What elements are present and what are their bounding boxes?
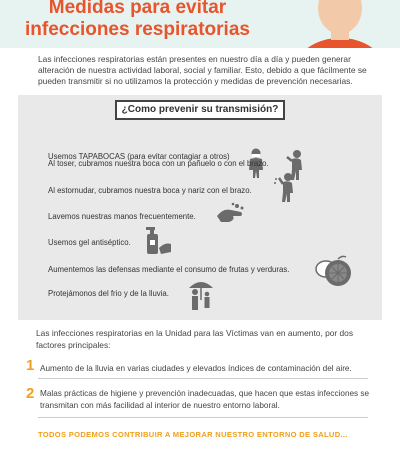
tip-fruits: Aumentemos las defensas mediante el consumo de frutas y verduras. bbox=[48, 265, 290, 274]
intro-paragraph: Las infecciones respiratorias están presentes en nuestro día a día y pueden generar alteración de nuestra actividad laboral, social y familiar. Esto, debido a que fácilmente se pueden transmitir si no utilizamos la protección y medidas de prevención necesarias. bbox=[38, 54, 367, 86]
page-title-line-2: infecciones respiratorias bbox=[25, 19, 250, 40]
footer-slogan: TODOS PODEMOS CONTRIBUIR A MEJORAR NUESTRO ENTORNO DE SALUD... bbox=[38, 430, 348, 439]
factor-2-text: Malas prácticas de higiene y prevención inadecuadas, que hacen que estas infecciones se transmitan con más facilidad al interior de nuestro entorno laboral. bbox=[40, 389, 370, 410]
factor-divider bbox=[38, 417, 368, 418]
handwashing-icon bbox=[215, 202, 245, 226]
fruits-icon bbox=[314, 251, 354, 289]
tip-cold-rain: Protejámonos del frio y de la lluvia. bbox=[48, 289, 169, 298]
umbrella-person-icon bbox=[185, 276, 217, 310]
sneezing-person-icon bbox=[273, 172, 299, 202]
factor-divider bbox=[38, 378, 368, 379]
tip-cough: Al toser, cubramos nuestra boca con un pañuelo o con el brazo. bbox=[48, 159, 269, 168]
tip-sneeze: Al estornudar, cubramos nuestra boca y nariz con el brazo. bbox=[48, 186, 252, 195]
hand-sanitizer-icon bbox=[143, 226, 173, 256]
tip-sanitizer: Usemos gel antiséptico. bbox=[48, 238, 131, 247]
outro-paragraph: Las infecciones respiratorias en la Unidad para las Víctimas van en aumento, por dos factores principales: bbox=[36, 328, 354, 350]
sick-person-illustration bbox=[290, 0, 390, 48]
factor-1-text: Aumento de la lluvia en varias ciudades y elevados índices de contaminación del aire. bbox=[40, 364, 352, 373]
prevention-question: ¿Como prevenir su transmisión? bbox=[115, 100, 285, 120]
tip-handwash: Lavemos nuestras manos frecuentemente. bbox=[48, 212, 196, 221]
page-title-line-1: Medidas para evitar bbox=[48, 0, 227, 18]
factor-2-number: 2 bbox=[26, 385, 35, 402]
tip-mask: Usemos TAPABOCAS (para evitar contagiar a otros) bbox=[48, 152, 230, 161]
header bbox=[0, 0, 400, 48]
factor-1-number: 1 bbox=[26, 357, 35, 374]
